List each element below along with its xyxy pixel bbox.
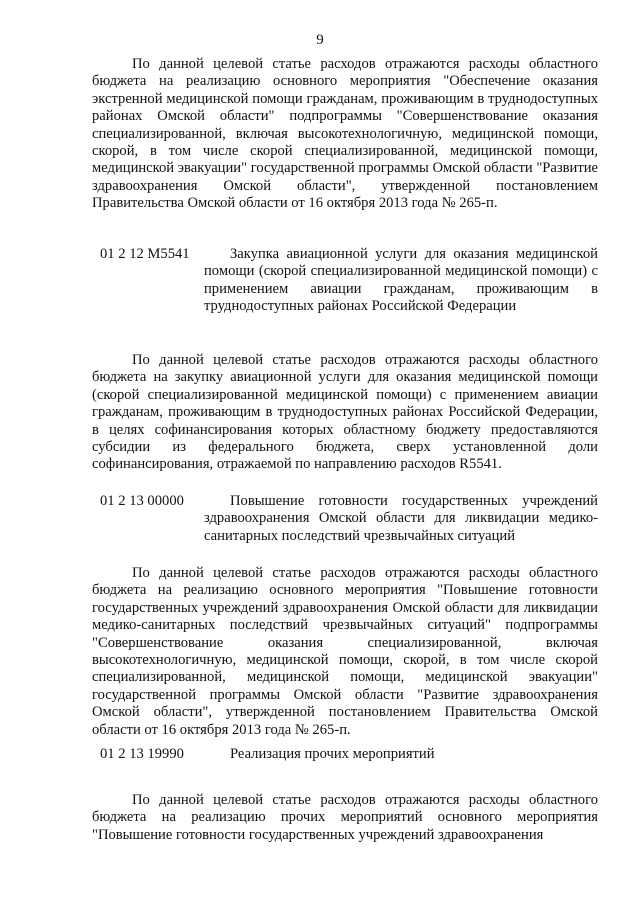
- page-number: 9: [316, 32, 324, 48]
- budget-entry-13-19990: [92, 746, 598, 763]
- budget-entry-m5541: [92, 246, 598, 316]
- budget-entry-13-00000: [92, 493, 598, 545]
- paragraph-1: По данной целевой статье расходов отражаются расходы областного бюджета на реализацию основного мероприятия "Обеспечение оказания экстренной медицинской помощи гражданам, проживающим в труднодоступных районах Омской области" подпрограммы "Совершенствование оказания специализированной, включая высокотехнологичную, медицинской помощи, скорой, в том числе скорой специализированной, медицинской помощи, медицинской эвакуации" государственной программы Омской области "Развитие здравоохранения Омской области", утвержденной постановлением Правительства Омской области от 16 октября 2013 года № 265-п.: [92, 56, 598, 212]
- entry-code: 01 2 13 19990: [100, 746, 184, 762]
- entry-title: Повышение готовности государственных учреждений здравоохранения Омской области для ликвидации медико-санитарных последствий чрезвычайных ситуаций: [204, 493, 598, 544]
- entry-title: Реализация прочих мероприятий: [230, 746, 435, 762]
- paragraph-2: По данной целевой статье расходов отражаются расходы областного бюджета на закупку авиационной услуги для оказания медицинской помощи (скорой специализированной медицинской помощи) с применением авиации гражданам, проживающим в труднодоступных районах Российской Федерации, в целях софинансирования которых областному бюджету предоставляются субсидии из федерального бюджета, сверх установленной доли софинансирования, отражаемой по направлению расходов R5541.: [92, 352, 598, 473]
- paragraph-3: По данной целевой статье расходов отражаются расходы областного бюджета на реализацию основного мероприятия "Повышение готовности государственных учреждений здравоохранения Омской области для ликвидации медико-санитарных последствий чрезвычайных ситуаций" подпрограммы "Совершенствование оказания специализированной, включая высокотехнологичную, медицинской помощи, скорой, в том числе скорой специализированной, медицинской помощи, медицинской эвакуации" государственной программы Омской области "Развитие здравоохранения Омской области", утвержденной постановлением Правительства Омской области от 16 октября 2013 года № 265-п.: [92, 565, 598, 738]
- entry-code: 01 2 12 M5541: [100, 246, 190, 262]
- entry-code: 01 2 13 00000: [100, 493, 184, 509]
- entry-title: Закупка авиационной услуги для оказания медицинской помощи (скорой специализированной медицинской помощи) с применением авиации гражданам, проживающим в труднодоступных районах Российской Федерации: [204, 246, 598, 315]
- paragraph-4: По данной целевой статье расходов отражаются расходы областного бюджета на реализацию прочих мероприятий основного мероприятия "Повышение готовности государственных учреждений здравоохранения: [92, 792, 598, 843]
